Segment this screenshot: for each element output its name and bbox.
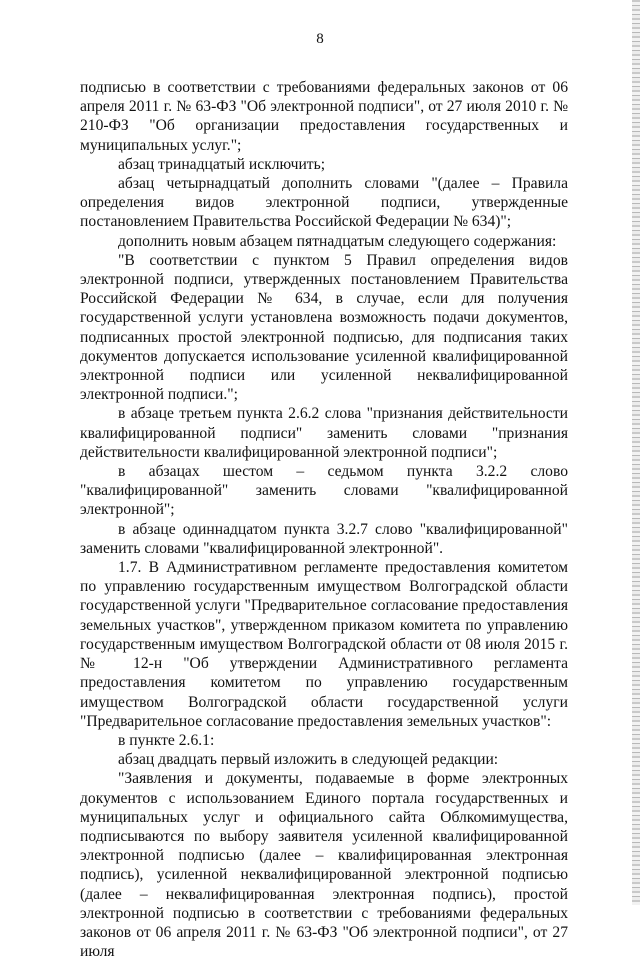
paragraph: в абзаце одиннадцатом пункта 3.2.7 слово "квалифицированной" заменить словами "квалифицированной электронной". <box>80 520 568 557</box>
document-body <box>80 78 568 961</box>
paragraph: абзац двадцать первый изложить в следующей редакции: <box>118 751 499 769</box>
paragraph: "Заявления и документы, подаваемые в форме электронных документов с использованием Единого портала государственных и муниципальных услуг и официального сайта Облкомимущества, подписываются по выбору заявителя усиленной квалифицированной электронной подписью (далее – квалифицированная электронная подпись), усиленной неквалифицированной электронной подписью (далее – неквалифицированная электронная подпись), простой электронной подписью в соответствии с требованиями федеральных законов от 06 апреля 2011 г. № 63-ФЗ "Об электронной подписи", от 27 июля <box>80 770 568 961</box>
paragraph: 1.7. В Административном регламенте предоставления комитетом по управлению государственным имуществом Волгоградской области государственной услуги "Предварительное согласование предоставления земельных участков", утвержденном приказом комитета по управлению государственным имуществом Волгоградской области от 08 июля 2015 г. № 12-н "Об утверждении Административного регламента предоставления комитетом по управлению государственным имуществом Волгоградской области государственной услуги "Предварительное согласование предоставления земельных участков": <box>80 559 568 730</box>
paragraph: абзац четырнадцатый дополнить словами "(далее – Правила определения видов электронной подписи, утвержденные постановлением Правительства Российской Федерации № 634)"; <box>80 175 568 231</box>
paragraph: подписью в соответствии с требованиями федеральных законов от 06 апреля 2011 г. № 63-ФЗ "Об электронной подписи", от 27 июля 2010 г. № 210-ФЗ "Об организации предоставления государственных и муниципальных услуг."; <box>80 79 568 154</box>
paragraph: в пункте 2.6.1: <box>118 731 215 749</box>
paragraph: "В соответствии с пунктом 5 Правил определения видов электронной подписи, утвержденных постановлением Правительства Российской Федерации № 634, в случае, если для получения государственной услуги установлена возможность подачи документов, подписанных простой электронной подписью, для подписания таких документов допускается использование усиленной квалифицированной электронной подписи или усиленной неквалифицированной электронной подписи."; <box>80 251 568 404</box>
paragraph: в абзацах шестом – седьмом пункта 3.2.2 слово "квалифицированной" заменить словами "квалифицированной электронной"; <box>80 463 568 519</box>
paragraph: в абзаце третьем пункта 2.6.2 слова "признания действительности квалифицированной подписи" заменить словами "признания действительности квалифицированной электронной подписи"; <box>80 405 568 461</box>
scan-edge <box>632 0 640 905</box>
paragraph: абзац тринадцатый исключить; <box>118 155 326 173</box>
paragraph: дополнить новым абзацем пятнадцатым следующего содержания: <box>118 232 557 250</box>
page-number: 8 <box>316 31 324 47</box>
